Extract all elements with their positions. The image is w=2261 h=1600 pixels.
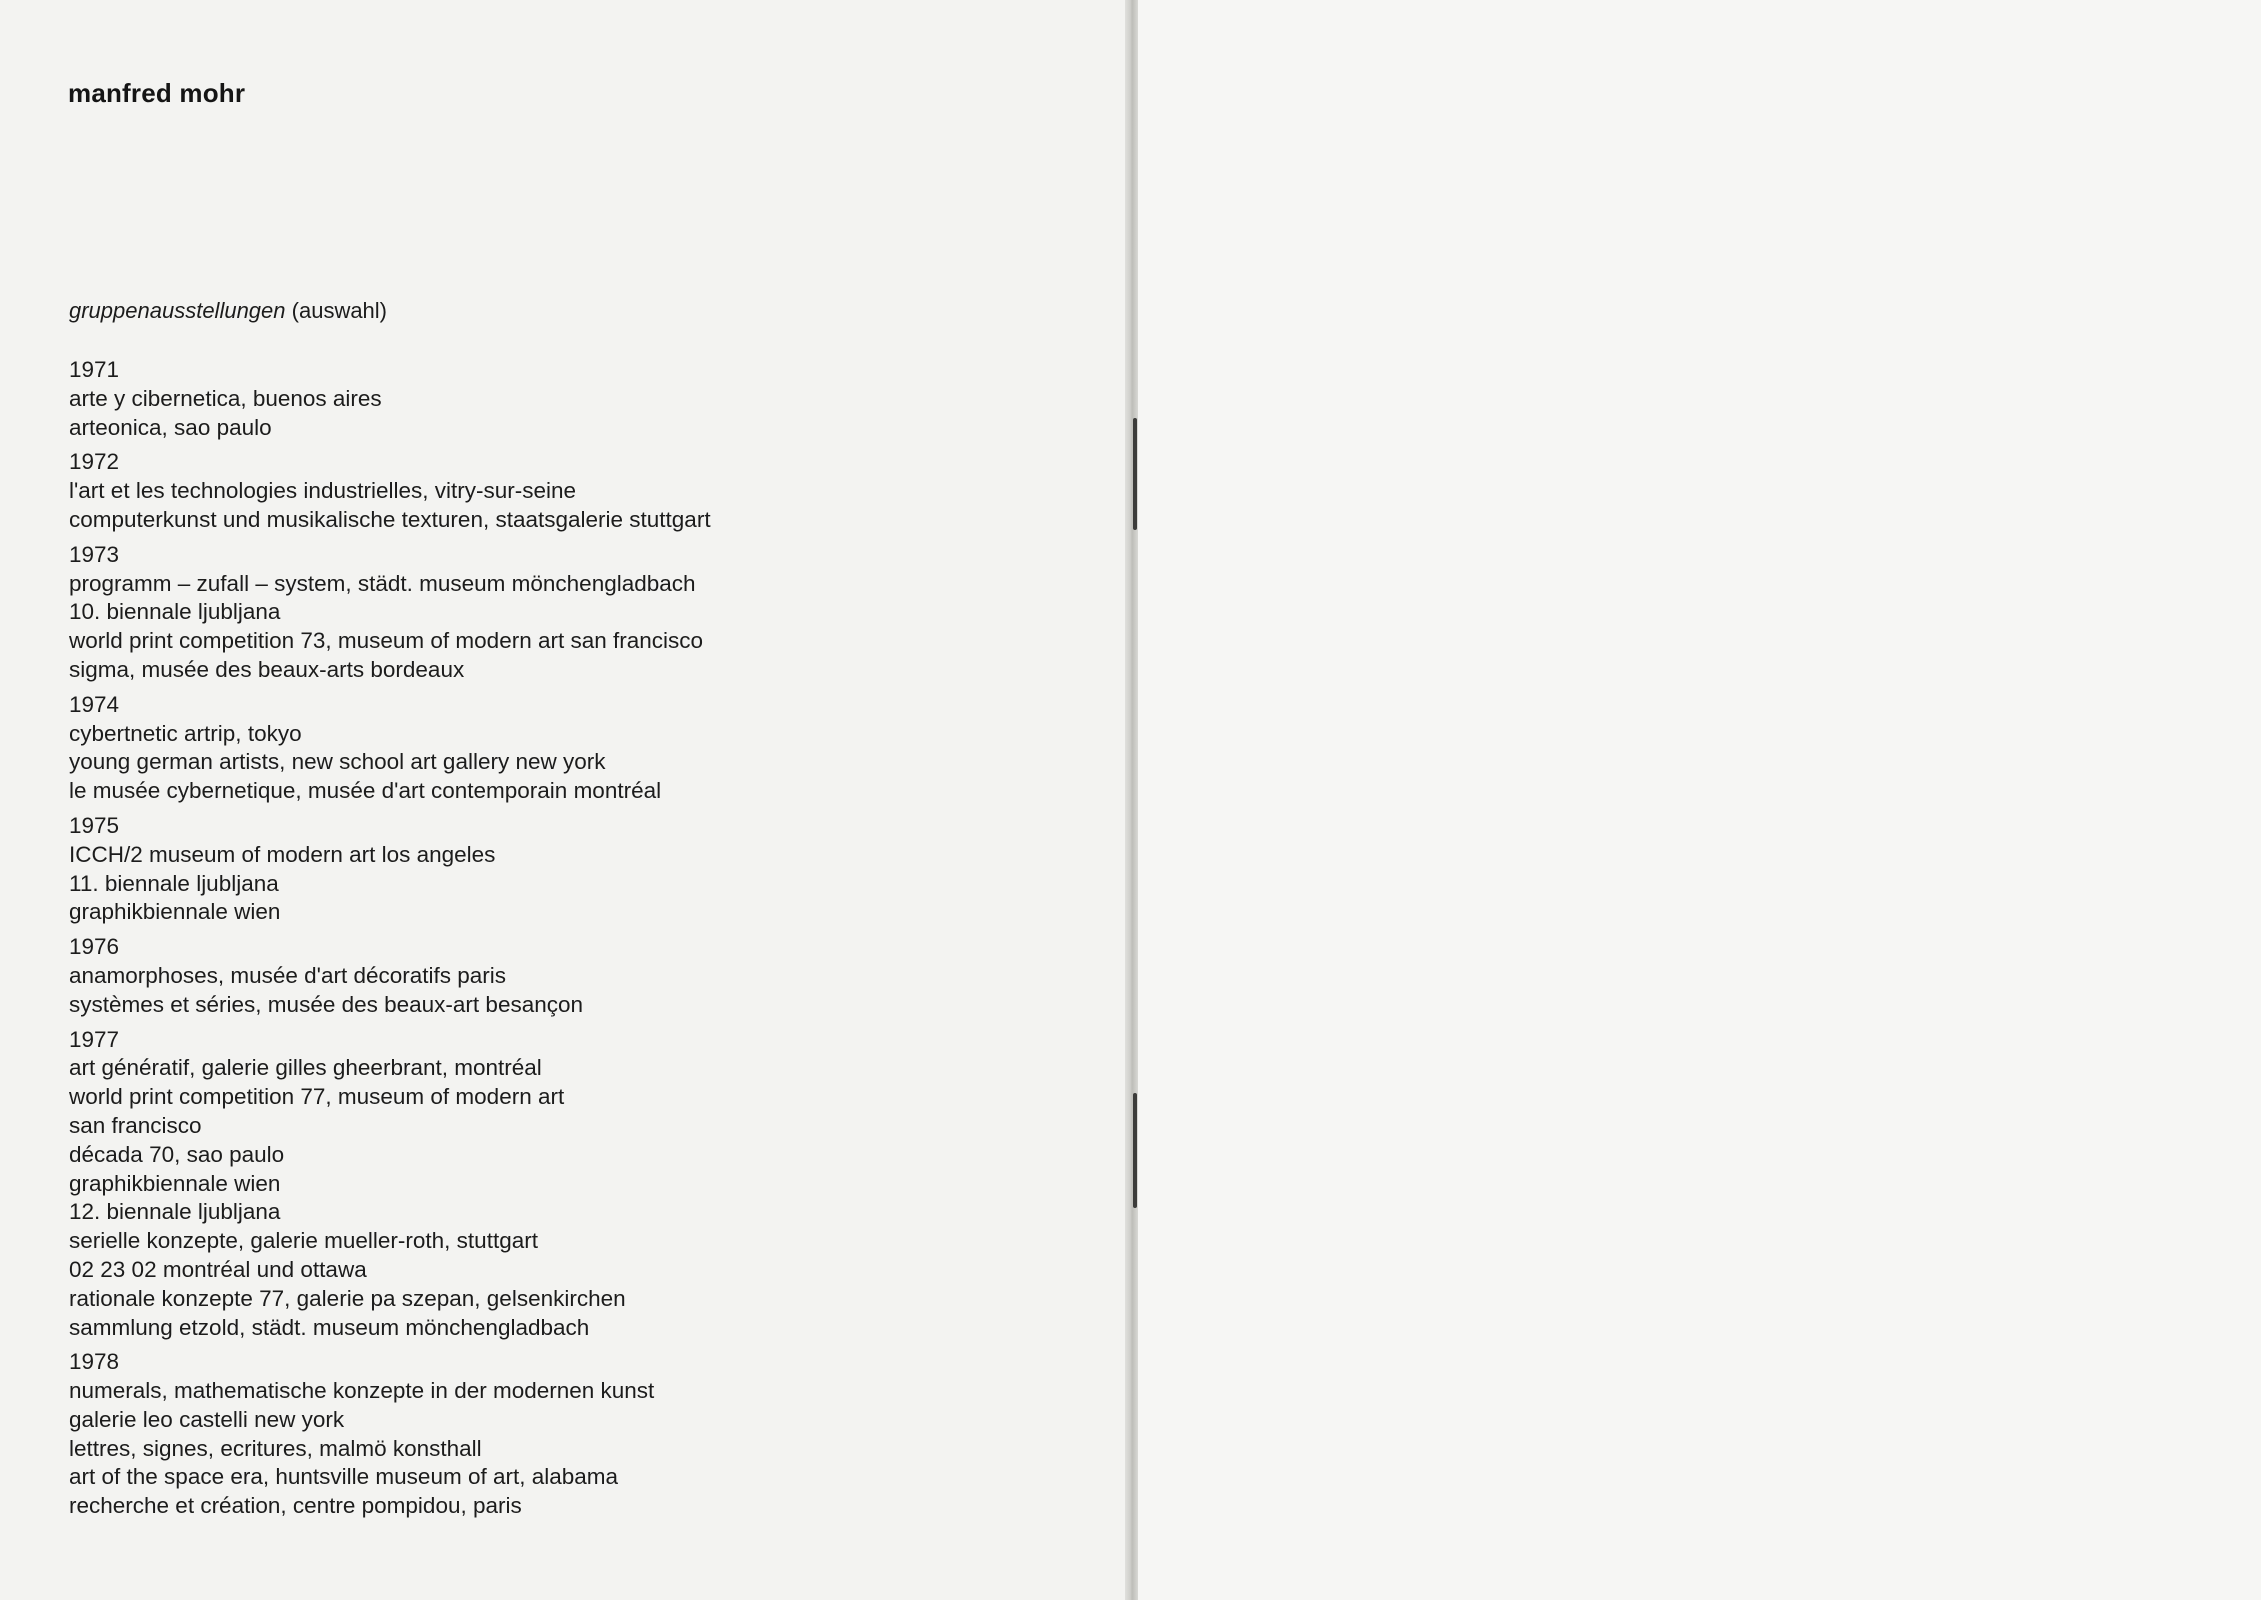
year-group xyxy=(69,812,1069,927)
exhibition-entry: numerals, mathematische konzepte in der modernen kunst xyxy=(69,1378,655,1404)
exhibition-entry: ICCH/2 museum of modern art los angeles xyxy=(69,841,496,867)
year-group xyxy=(69,448,1069,534)
exhibition-entry: world print competition 77, museum of modern art xyxy=(69,1084,565,1110)
exhibition-entry: programm – zufall – system, städt. museum mönchengladbach xyxy=(69,570,696,596)
year-label: 1977 xyxy=(69,1026,120,1052)
exhibition-entry: graphikbiennale wien xyxy=(69,1170,281,1196)
exhibition-entry: cybertnetic artrip, tokyo xyxy=(69,720,302,746)
exhibition-entry: 10. biennale ljubljana xyxy=(69,599,281,625)
exhibition-entry: young german artists, new school art gallery new york xyxy=(69,749,606,775)
exhibition-entry: rationale konzepte 77, galerie pa szepan, gelsenkirchen xyxy=(69,1285,626,1311)
section-heading-qualifier: (auswahl) xyxy=(291,298,388,323)
exhibition-entry: galerie leo castelli new york xyxy=(69,1406,345,1432)
year-label: 1972 xyxy=(69,449,120,475)
year-label: 1971 xyxy=(69,357,120,382)
year-group xyxy=(69,1026,1069,1343)
author-name: manfred mohr xyxy=(68,78,246,108)
exhibition-entry: san francisco xyxy=(69,1112,202,1138)
binding-gutter xyxy=(1125,0,1138,1600)
year-group xyxy=(69,933,1069,1019)
exhibition-entry: 02 23 02 montréal und ottawa xyxy=(69,1256,367,1282)
exhibition-entry: arteonica, sao paulo xyxy=(69,414,272,440)
section-heading-italic: gruppenausstellungen xyxy=(69,298,286,323)
exhibition-entry: lettres, signes, ecritures, malmö konsthall xyxy=(69,1435,482,1461)
year-label: 1974 xyxy=(69,691,120,717)
year-label: 1975 xyxy=(69,812,120,838)
staple-top xyxy=(1133,418,1137,530)
exhibition-entry: anamorphoses, musée d'art décoratifs paris xyxy=(69,962,507,988)
year-group xyxy=(69,1348,1069,1521)
left-page xyxy=(0,0,1125,1600)
exhibition-entry: recherche et création, centre pompidou, paris xyxy=(69,1493,522,1519)
exhibition-entry: graphikbiennale wien xyxy=(69,899,281,925)
exhibition-entry: world print competition 73, museum of modern art san francisco xyxy=(69,628,704,654)
exhibition-entry: computerkunst und musikalische texturen, staatsgalerie stuttgart xyxy=(69,506,711,532)
exhibition-list xyxy=(69,356,1069,1527)
exhibition-entry: 11. biennale ljubljana xyxy=(69,870,279,896)
year-group xyxy=(69,356,1069,442)
exhibition-entry: l'art et les technologies industrielles, vitry-sur-seine xyxy=(69,478,577,504)
exhibition-entry: década 70, sao paulo xyxy=(69,1141,285,1167)
exhibition-entry: 12. biennale ljubljana xyxy=(69,1199,281,1225)
year-group xyxy=(69,691,1069,806)
exhibition-entry: serielle konzepte, galerie mueller-roth, stuttgart xyxy=(69,1228,538,1254)
exhibition-entry: systèmes et séries, musée des beaux-art besançon xyxy=(69,991,584,1017)
exhibition-entry: sammlung etzold, städt. museum mönchengladbach xyxy=(69,1314,590,1340)
exhibition-entry: sigma, musée des beaux-arts bordeaux xyxy=(69,656,465,682)
section-heading xyxy=(69,298,387,324)
exhibition-entry: art of the space era, huntsville museum of art, alabama xyxy=(69,1464,619,1490)
year-label: 1973 xyxy=(69,541,120,567)
exhibition-entry: arte y cibernetica, buenos aires xyxy=(69,385,382,411)
year-label: 1976 xyxy=(69,934,120,960)
exhibition-entry: le musée cybernetique, musée d'art contemporain montréal xyxy=(69,778,662,804)
staple-bottom xyxy=(1133,1093,1137,1208)
right-page-blank xyxy=(1138,0,2261,1600)
exhibition-entry: art génératif, galerie gilles gheerbrant, montréal xyxy=(69,1055,542,1081)
year-label: 1978 xyxy=(69,1349,120,1375)
year-group xyxy=(69,541,1069,685)
